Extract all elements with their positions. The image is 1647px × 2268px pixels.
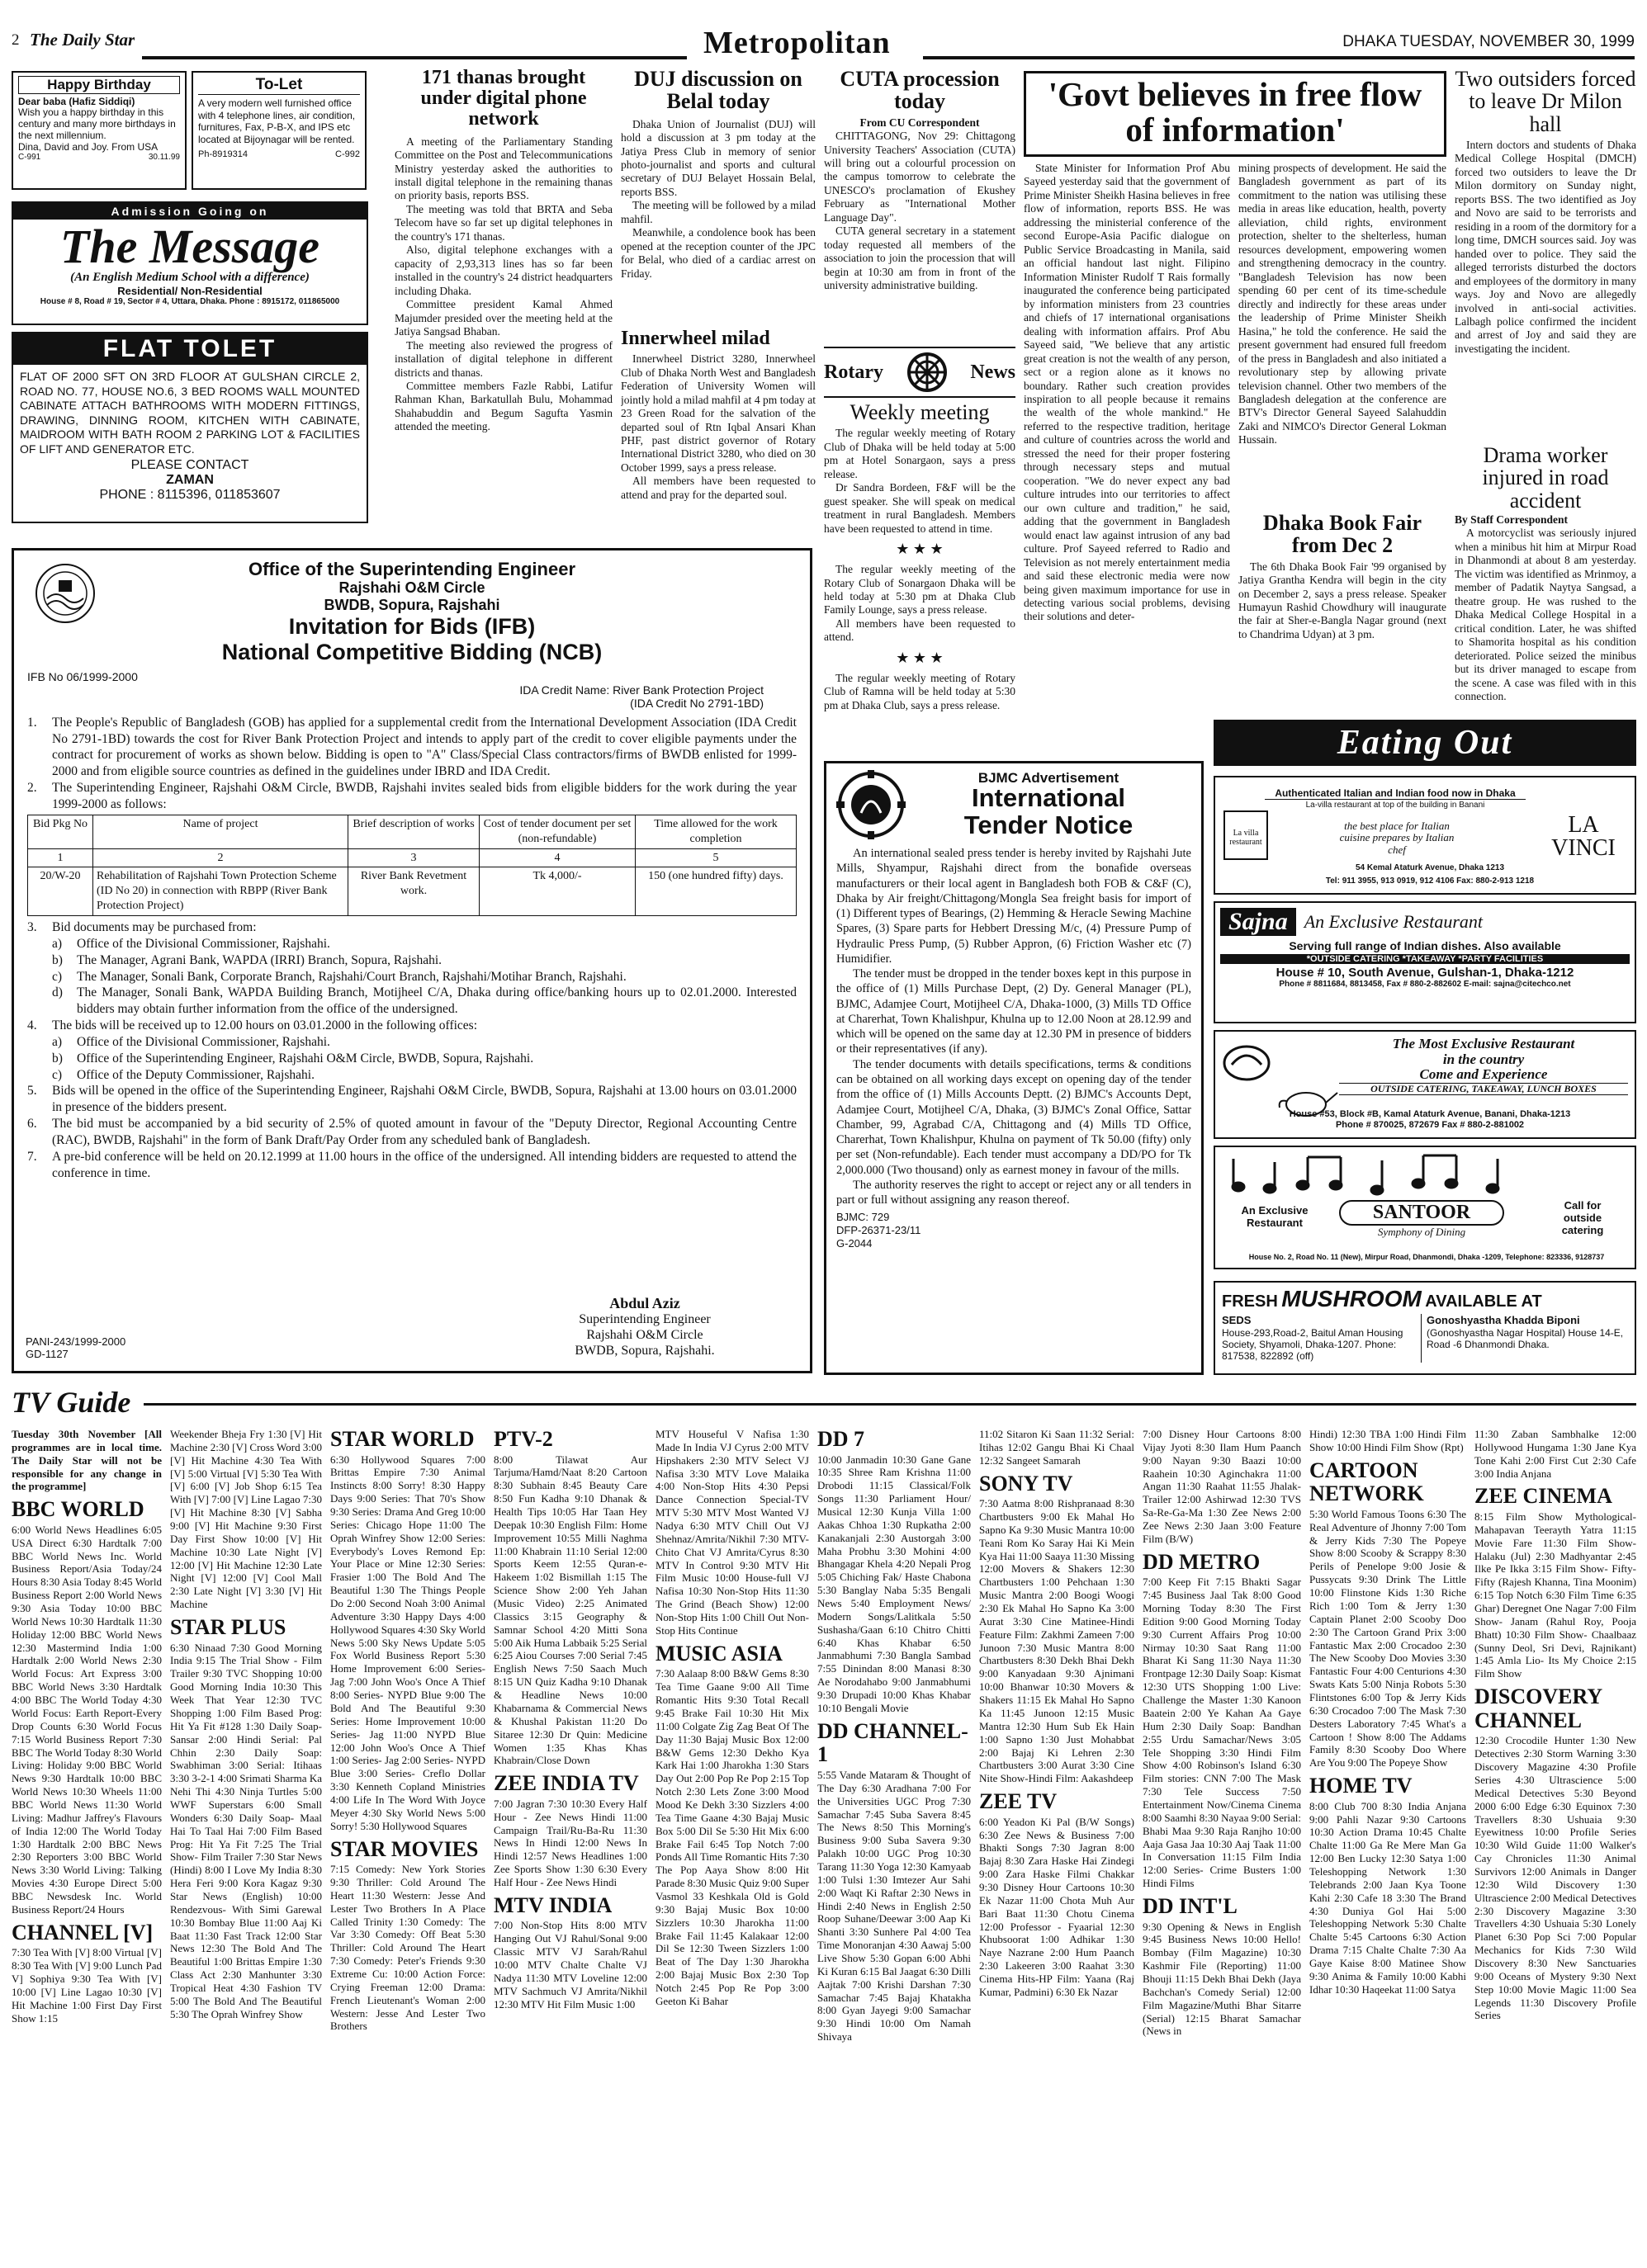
story-govt-col2 — [1238, 162, 1446, 517]
channel-title: ZEE TV — [979, 1789, 1058, 1814]
table-header: Bid Pkg No — [28, 815, 93, 848]
bjmc-ref: G-2044 — [836, 1236, 873, 1250]
ifb-sign-line: BWDB, Sopura, Rajshahi. — [575, 1344, 715, 1358]
ifb-place: BWDB, Sopura, Rajshahi — [324, 596, 500, 613]
message-type: Residential/ Non-Residential — [117, 285, 263, 297]
ifb-clause: Bid documents may be purchased from: — [52, 920, 257, 935]
channel-listing: 7:15 Comedy: New York Stories 9:30 Thriller: Cold Around The Heart 11:30 Western: Jesse And Lester Two Brothers In A Place Called Trinity 1:30 Comedy: The Var 3:30 Comedy: Off Beat 5:30 Thriller: Cold Around The Heart 7:30 Comedy: Peter's Friends 9:30 Extreme Cu: 10:00 Action Force: Crying Freeman 12:00 Drama: French Lieutenant's Woman 2:00 Western: Jesse And Lester Two Brothers — [330, 1863, 485, 2033]
channel-listing: Hindi) 12:30 TBA 1:00 Hindi Film Show 10:00 Hindi Film Show (Rpt) — [1309, 1428, 1466, 1453]
mushroom-left-name: SEDS — [1222, 1314, 1252, 1326]
channel-title: DISCOVERY CHANNEL — [1474, 1684, 1602, 1732]
table-cell: 4 — [480, 848, 636, 867]
ifb-ref: PANI-243/1999-2000 — [26, 1335, 126, 1348]
bjmc-title2: Tender Notice — [963, 810, 1133, 839]
shahjalal-line3: Come and Experience — [1419, 1066, 1548, 1083]
story-outsiders — [1455, 68, 1636, 439]
tv-col-5 — [655, 1428, 809, 2261]
headline: Innerwheel milad — [621, 328, 770, 349]
ifb-tender-ad: Office of the Superintending Engineer Rajshahi O&M Circle BWDB, Sopura, Rajshahi Invitation for Bids (IFB) National Competitive Bidding (NCB) IFB No 06/1999-2000 IDA Credit Name: River Bank Protection Project (IDA Credit No 2791-1BD) 1. The People's Republic of Bangladesh (GOB) has applied for a supplemental credit from the International Development Association (IDA Credit No 2791-1BD) towards the cost for River Bank Protection Project and intends to apply part of the credit to cover eligible payments under the contract for procurement of works as shown below. Bidding is open to "A" Class/Special Class contractors/firms of BWDB enlisted for 1999-2000 and from eligible source countries as defined in the guidelines under IBRD and IDA Credit. 2. The Superintending Engineer, Rajshahi O&M Circle, BWDB, Rajshahi invites sealed bids from eligible bidders for the work during the year 1999-2000 as follows: Bid Pkg No Name of project Brief description of works Cost of tender document per set (non-refundable) Time allowed for the work completion 1 2 3 4 5 20/W-20 Rehabilitation of Rajshahi Town Protection Scheme (ID No 20) in connection with RBPP (River Bank Protection Project) River Bank Revetment work. Tk 4,000/- 150 (one hundred fifty) days. 3. Bid documents may be purchased from: a) Office of the Divisional Commissioner, Rajshahi. b) The Manager, Agrani Bank, WAPDA (IRRI) Branch, Sopura, Rajshahi. c) The Manager, Sonali Bank, Corporate Branch, Rajshahi/Court Branch, Rajshahi/Motihar Branch, Rajshahi. d) The Manager, Sonali Bank, WAPDA Building Branch, Motijheel C/A, Dhaka during office/banking hours up to 02.01.2000. Interested bidders may obtain further information from the office of the undersigned. 4. The bids will be received up to 12.00 hours on 03.01.2000 in the following offices: a) Office of the Divisional Commissioner, Rajshahi. b) Office of the Superintending Engineer, Rajshahi O&M Circle, BWDB, Sopura, Rajshahi. c) Office of the Deputy Commissioner, Rajshahi. 5. Bids will be opened in the office of the Superintending Engineer, Rajshahi O&M Circle, BWDB, Sopura, Rajshahi at 13.00 hours on 03.01.2000 in presence of the bidders present. 6. The bid must be accompanied by a bid security of 2.5% of quoted amount in favour of the "Deputy Director, Regional Accounting Centre (RAC), BWDB, Rajshahi" in the form of Bank Draft/Pay Order from any scheduled bank of Bangladesh. 7. A pre-bid conference will be held on 20.12.1999 at 11.00 hours in the office of the undersigned. All intending bidders are requested to attend the conference in time. Abdul Aziz Superintending Engineer Rajshahi O&M Circle BWDB, Sopura, Rajshahi. PANI-243/1999-2000 GD-1127 — [12, 548, 812, 1373]
tolet-small-code: C-992 — [335, 149, 360, 159]
flat-tolet-contact: PLEASE CONTACT — [130, 458, 249, 472]
table-header: Time allowed for the work completion — [636, 815, 797, 848]
byline: From CU Correspondent — [859, 116, 980, 129]
tolet-small-title: To-Let — [198, 76, 360, 95]
ifb-signatory: Abdul Aziz — [609, 1295, 680, 1312]
paragraph: The meeting was told that BRTA and Seba Telecom have so far set up digital telephones in the country's 171 thanas. — [395, 202, 613, 243]
story-govt-headline-box — [1024, 71, 1446, 157]
lavilla-line2: La-villa restaurant at top of the building in Banani — [1305, 801, 1485, 810]
table-cell: 2 — [93, 848, 348, 867]
mushroom-title1: FRESH — [1222, 1292, 1278, 1311]
mushroom-title2: MUSHROOM — [1281, 1286, 1422, 1311]
eating-out-title: Eating Out — [1337, 724, 1513, 762]
tv-col-3 — [330, 1428, 485, 2261]
lavilla-line1: Authenticated Italian and Indian food now in Dhaka — [1265, 787, 1526, 800]
flat-tolet-ad — [12, 332, 368, 523]
message-sub: (An English Medium School with a difference) — [70, 271, 310, 284]
story-govt-col1 — [1024, 162, 1230, 756]
paragraph: Dr Sandra Bordeen, F&F will be the guest speaker. She will speak on medical treatment in rural Bangladesh. Members have been requested to attend in time. — [824, 481, 1015, 535]
story-thanas — [395, 68, 613, 538]
channel-listing: 6:30 Ninaad 7:30 Good Morning India 9:15 The Trial Show - Film Trailer 9:30 TVC Shopping 10:00 Good Morning India 10:30 This Week That Year 12:30 TVC Shopping 1:00 Film Based Prog: Hit Ya Fit #128 1:30 Daily Soap- Sansar 2:00 Hindi Serial: Pal Chhin 2:30 Daily Soap: Swabhiman 3:00 Serial: Itihaas 3:30 3-2-1 4:00 Srimati Sharma Ka Nehi Thi 4:30 Ninja Turtles 5:00 WWF Superstars 6:00 Small Wonders 6:30 Daily Soap- Maal Hai To Taal Hai 7:00 Film Based Prog: Hit Ya Fit 7:25 The Trial Show- Film Trailer 7:30 Star News (Hindi) 8:00 I Love My India 8:30 Hera Feri 9:00 Kora Kagaz 9:30 Star News (English) 10:00 Rendezvous- With Simi Garewal 10:30 Bombay Blue 11:00 Aaj Ki Baat 11:30 Fast Track 12:00 Star News 12:30 The Bold And The Beautiful 1:00 Brittas Empire 1:30 Class Act 2:30 Manhunter 3:30 Tropical Heat 4:30 Fashion TV 5:00 The Bold And The Beautiful 5:30 The Oprah Winfrey Show — [170, 1641, 322, 2020]
ifb-ida1: IDA Credit Name: River Bank Protection Project — [519, 683, 764, 697]
santoor-left: An Exclusive — [1241, 1205, 1309, 1217]
bjmc-top: BJMC Advertisement — [977, 769, 1119, 786]
santoor-addr: House No. 2, Road No. 11 (New), Mirpur Road, Dhanmondi, Dhaka -1209, Telephone: 823336, 9128737 — [1248, 1253, 1605, 1261]
table-cell: 20/W-20 — [28, 867, 93, 916]
ifb-sign-line: Rajshahi O&M Circle — [586, 1328, 703, 1343]
channel-title: ZEE CINEMA — [1474, 1484, 1612, 1509]
flat-tolet-phone: PHONE : 8115396, 011853607 — [99, 488, 281, 502]
shahjalal-addr: House #53, Block #B, Kamal Ataturk Avenue, Banani, Dhaka-1213 — [1289, 1109, 1571, 1119]
flat-tolet-title: FLAT TOLET — [13, 333, 367, 365]
tv-col-8 — [1143, 1428, 1301, 2261]
paragraph: Intern doctors and students of Dhaka Medical College Hospital (DMCH) forced two outsiders to leave the Dr Milon dormitory on Sunday night, reports BSS. The two identified as Joy and Novo are said to be terrorists and residing in a room of the dormitory for a long time, DMCH sources said. Joy was handed over to police. They said the alleged terrorists disturbed the doctors and employees of the dormitory in many ways. Joy and Novo are allegedly involved in anti-social activities. Lalbagh police confirmed the incident and arrest of Joy and said they are investigating the incident. — [1455, 138, 1636, 355]
story-innerwheel — [621, 328, 816, 543]
santoor-mid: Symphony of Dining — [1377, 1226, 1466, 1238]
tv-intro: Tuesday 30th November [All programmes are in local time. The Daily Star will not be responsible for any change in the programme] — [12, 1428, 162, 1493]
channel-title: ZEE INDIA TV — [494, 1771, 639, 1796]
channel-listing: 5:55 Vande Mataram & Thought of The Day 6:30 Aradhana 7:00 For the Universities UGC Prog 7:30 Samachar 7:45 Suba Savera 8:45 The News 8:50 This Morning's Business 9:00 Suba Savera 9:30 Palakh 10:00 UGC Prog 10:30 Tarang 11:30 Yoga 12:30 Kamyaab 1:00 Tulsi 1:30 Imtezer Aur Sahi 2:00 Waqt Ki Raftar 2:30 News in Hindi 2:40 News in English 2:50 Roop Suhane/Deewar 3:00 Aap Ki Shanti 3:30 Sunhere Pal 4:00 Tea Time Monoranjan 4:30 Aawaj 5:00 Live Show 5:30 Gopan 6:00 Abhi Ki Kuran 6:15 Bal Jaagat 6:30 Dilli Aajtak 7:00 Krishi Darshan 7:30 Samachar 7:45 Bajaj Khatakha 8:00 Gyan Jayegi 9:00 Samachar 9:30 Hindi 10:00 Om Namah Shivaya — [817, 1768, 971, 2044]
tv-guide-title-text: TV Guide — [12, 1386, 131, 1419]
sajna-line2: *OUTSIDE CATERING *TAKEAWAY *PARTY FACILITIES — [1220, 954, 1630, 964]
paragraph: CUTA general secretary in a statement today requested all members of the association to join the procession that will begin at 10:30 am from in front of the university administrative building. — [824, 224, 1015, 292]
ifb-subclause: The Manager, Sonali Bank, Corporate Branch, Rajshahi/Court Branch, Rajshahi/Motihar Branch, Rajshahi. — [77, 969, 627, 984]
paragraph: The tender must be dropped in the tender boxes kept in this purpose in the office of (1) Mills Purchase Dept, (2) Dy. General Manager (PL), BJMC, Adamjee Court, Motijheel C/A, Dhaka-1000, (3) Mills TD Office at Charerhat, Town Khalishpur, Khulna up to 12.00 Noon at 28.12.99 and which will be opened on the same day at 12.30 PM in presence of bidders or their representatives (if any). — [836, 967, 1191, 1056]
story-book-fair — [1238, 512, 1446, 714]
table-cell: 1 — [28, 848, 93, 867]
santoor-left: Restaurant — [1247, 1216, 1303, 1229]
headline: Drama worker injured in road accident — [1482, 444, 1609, 513]
headline: DUJ discussion on Belal today — [634, 68, 802, 114]
channel-listing: 7:00 Non-Stop Hits 8:00 MTV Hanging Out VJ Rahul/Sonal 9:00 Classic MTV VJ Sarah/Rahul 10:00 MTV Chalte Chalte VJ Nadya 11:30 MTV Loveline 12:00 MTV Sachmuch VJ Amrita/Nikhil 12:30 MTV Hit Film Music 1:00 — [494, 1919, 647, 2010]
channel-title: CHANNEL [V] — [12, 1920, 154, 1944]
mushroom-title3: AVAILABLE AT — [1425, 1292, 1542, 1311]
message-top: Admission Going on — [13, 203, 367, 220]
mushroom-right-addr: (Gonoshyastha Nagar Hospital) House 14-E, Road -6 Dhanmondi Dhaka. — [1427, 1326, 1624, 1350]
section-title: Metropolitan — [703, 30, 891, 59]
channel-listing: 11:02 Sitaron Ki Saan 11:32 Serial: Itihas 12:02 Gangu Bhai Ki Chaal 12:32 Sangeet Samarah — [979, 1428, 1134, 1467]
tolet-small-phone: Ph-8919314 — [198, 149, 248, 159]
shahjalal-line1: The Most Exclusive Restaurant — [1392, 1037, 1575, 1051]
channel-title: MUSIC ASIA — [655, 1641, 783, 1666]
ifb-subclause: The Manager, Agrani Bank, WAPDA (IRRI) Branch, Sopura, Rajshahi. — [77, 952, 443, 967]
tolet-small-text: A very modern well furnished office with 4 telephone lines, air condition, furnitures, Fax, P-B-X, and IPS etc located at Bijoynagar will be rented. — [198, 97, 356, 145]
paragraph: The 6th Dhaka Book Fair '99 organised by Jatiya Grantha Kendra will begin in the city on December 2, says a press release. Speaker Humayun Rashid Chowdhury will inaugurate the fair at Sher-e-Bangla Nagar ground (next to Chandrima Udyan) at 3 pm. — [1238, 560, 1446, 640]
ifb-clause: The bid must be accompanied by a bid security of 2.5% of quoted amount in favour of the "Deputy Director, Regional Accounting Centre (RAC), BWDB, Rajshahi" in the form of Bank Draft/Pay Order from any scheduled bank of Bangladesh. — [52, 1117, 797, 1147]
ifb-clause: The Superintending Engineer, Rajshahi O&M Circle, BWDB, Rajshahi invites sealed bids from eligible bidders for the work during the year 1999-2000 as follows: — [52, 781, 797, 811]
santoor-musical-notes-icon — [1225, 1152, 1539, 1198]
santoor-ad — [1214, 1146, 1636, 1269]
shahjalal-line2: in the country — [1442, 1051, 1525, 1067]
story-drama-worker — [1455, 444, 1636, 716]
channel-title: DD INT'L — [1143, 1893, 1238, 1918]
paragraph: Also, digital telephone exchanges with a capacity of 2,93,313 lines has so far been installed in the country's 24 district headquarters including Dhaka. — [395, 243, 613, 297]
channel-listing: 12:30 Crocodile Hunter 1:30 New Detectives 2:30 Storm Warning 3:30 Discovery Magazine 4:30 Profile Series 4:30 Ultrascience 5:00 Medical Detectives 5:30 Beyond 2000 6:00 Edge 6:30 Equinox 7:30 Travellers 8:30 Ushuaia 9:30 Eyewitness 10:00 Profile Series 10:30 Wild Guide 11:00 Walker's Cay Chronicles 11:30 Animal Survivors 12:00 Animals in Danger 12:30 Wild Discovery 1:30 Ultrascience 2:00 Medical Detectives 2:30 Discovery Magazine 3:30 Travellers 4:30 Ushuaia 5:30 Lonely Planet 6:30 Pop Sci 7:00 Popular Mechanics for Kids 7:30 Wild Discovery 8:30 New Sanctuaries 9:00 Oceans of Mystery 9:30 Next Step 10:00 Movie Magic 11:00 Sea Legends 11:30 Discovery Profile Series — [1474, 1734, 1636, 2022]
paragraph: Dhaka Union of Journalist (DUJ) will hold a discussion at 3 pm today at the Jatiya Press Club in memory of senior photo-journalist and sports and cultural secretary of DUJ Belayet Hossain Belal, reports BSS. — [621, 117, 816, 198]
channel-listing: 8:15 Film Show Mythological- Mahapavan Teerayth Yatra 11:15 Movie Fare 11:30 Film Show- Halaku (Jul) 2:30 Madhyantar 2:45 Ilke Pe Ikka 3:15 Film Show- Fifty-Fifty (Rajesh Khanna, Tina Moonim) 6:15 Top Notch 6:30 Film Time 6:35 Ghar) Deregnet One Nagar 7:00 Film Show- Janam (Rahul Roy, Pooja Bhatt) 10:30 Film Show- Chaalbaaz (Sunny Deol, Sri Devi, Rajnikant) 1:45 Amla Lio- Its My Choice 2:15 Film Show — [1474, 1510, 1636, 1680]
birthday-title: Happy Birthday — [18, 76, 180, 94]
ifb-subclause: Office of the Deputy Commissioner, Rajshahi. — [77, 1067, 315, 1082]
ifb-subclause: The Manager, Sonali Bank, WAPDA Building Branch, Motijheel C/A, Dhaka during office/banking hours up to 02.01.2000. Interested bidders may obtain further information from the office of the undersigned. — [77, 985, 797, 1017]
table-cell: Rehabilitation of Rajshahi Town Protection Scheme (ID No 20) in connection with RBPP (River Bank Protection Project) — [93, 867, 348, 916]
tolet-small-ad — [192, 71, 367, 190]
lavilla-right: LA VINCI — [1551, 814, 1616, 860]
paragraph: Committee president Kamal Ahmed Majumder presided over the meeting held at the Jatiya Sangsad Bhaban. — [395, 298, 613, 338]
ifb-clause: The bids will be received up to 12.00 hours on 03.01.2000 in the following offices: — [52, 1018, 478, 1033]
table-cell: 3 — [348, 848, 480, 867]
ifb-circle: Rajshahi O&M Circle — [338, 579, 485, 597]
flat-tolet-contact-name: ZAMAN — [166, 473, 214, 487]
santoor-right: outside — [1563, 1211, 1602, 1224]
channel-title: PTV-2 — [494, 1428, 553, 1451]
message-address: House # 8, Road # 19, Sector # 4, Uttara, Dhaka. Phone : 8915172, 011865000 — [40, 297, 340, 306]
tv-col-2 — [170, 1428, 322, 2261]
paragraph: CHITTAGONG, Nov 29: Chittagong University Teachers' Association (CUTA) will bring out a colourful procession on the campus tomorrow to celebrate the UNESCO's proclamation of Ekushey February as "International Mother Language Day". — [824, 130, 1015, 224]
headline: CUTA procession today — [840, 68, 1000, 114]
paragraph: Innerwheel District 3280, Innerwheel Club of Dhaka North West and Bangladesh Federation of University Women will jointly hold a milad mahfil at 4 pm today at 23 Green Road for the salvation of the departed soul of Rtn Iqbal Ansari Khan PHF, past district governor of Rotary International District 3280, who died on 30 October 1999, says a press release. — [621, 352, 816, 474]
bjmc-tender-ad — [824, 761, 1204, 1375]
channel-title: STAR MOVIES — [330, 1836, 479, 1861]
ifb-title2: National Competitive Bidding (NCB) — [221, 639, 603, 664]
paragraph: The tender documents with details specifications, terms & conditions can be obtained on all working days except on opening day of the tender from the office of (1) Mills Accounts Deptt. (2) BJMC's Accounts Dept, Adamjee Court, Motijheel C/A, Dhaka, (3) BJMC's Zonal Office, Sattar Chamber, 99, Agrabad C/A, Chittagong and (4) Mills TD Office, Charerhat, Town Khalishpur, Khulna on payment of Tk 50.00 (fifty) only per set (Non-refundable). Each tender must accompany a DD/PO for Tk 2,000.000 (Two thousand) only as earnest money in favour of the mills. — [836, 1057, 1191, 1177]
channel-listing: 7:30 Aalaap 8:00 B&W Gems 8:30 Tea Time Gaane 9:00 All Time Romantic Hits 9:30 Total Recall 9:45 Brake Fail 10:30 Hit Mix 11:00 Colgate Zig Zag Beat Of The Day 11:30 Bajaj Music Box 12:00 B&W Gems 12:30 Dekho Kya Kark Hai 1:00 Jharokha 1:30 Stars Day Out 2:00 Pop Re Pop 2:15 Top Notch 2:30 Lets Zone 3:00 Mood Mood Ke Dekh 3:30 Sizzlers 4:00 Tea Time Gaane 4:30 Bajaj Music Box 5:00 Dil Se 5:30 Hit Mix 6:00 Brake Fail 6:45 Top Notch 7:00 Ponds All Time Romantic Hits 7:30 The Pop Aaya Show 8:00 Hit Parade 8:30 Music Quiz 9:00 Super Vasmol 33 Keshkala Old is Gold 9:30 Bajaj Music Box 10:00 Sizzlers 10:30 Jharokha 11:00 Brake Fail 11:45 Kalakaar 12:00 Dil Se 12:30 Tween Sizzlers 1:00 Beat of The Day 1:30 Jharokha 2:00 Bajaj Music Box 2:30 Top Notch 2:45 Pop Re Pop 3:00 Geeton Ki Bahar — [655, 1667, 809, 2007]
birthday-ad — [12, 71, 187, 190]
shahjalal-ad — [1214, 1030, 1636, 1139]
sajna-line1: Serving full range of Indian dishes. Also available — [1289, 939, 1561, 952]
headline: Dhaka Book Fair from Dec 2 — [1262, 512, 1422, 558]
paragraph: The regular weekly meeting of Rotary Club of Dhaka will be held today at 5:00 pm at Hotel Sonargaon, says a press release. — [824, 427, 1015, 480]
tv-col-1 — [12, 1428, 162, 2261]
paragraph: The authority reserves the right to accept or reject any or all tenders in part or full without assigning any reason thereof. — [836, 1178, 1191, 1207]
page-number: 2 — [12, 31, 20, 49]
headline: 'Govt believes in free flow of information' — [1048, 75, 1422, 149]
birthday-from: Dina, David and Joy. From USA — [18, 141, 159, 154]
channel-listing: 7:30 Tea With [V] 8:00 Virtual [V] 8:30 Tea With [V] 9:00 Lunch Pad V] Sophiya 9:30 Tea With [V] 10:00 [V] Line Lagao 10:30 [V] Hit Machine 1:00 First Day First Show 1:15 — [12, 1946, 162, 2025]
sajna-name: Sajna — [1220, 908, 1296, 936]
paragraph: Meanwhile, a condolence book has been opened at the reception counter of the JPC for Belal, who died of a cardiac arrest on Friday. — [621, 226, 816, 280]
table-cell: 5 — [636, 848, 797, 867]
channel-listing: 7:30 Aatma 8:00 Rishpranaad 8:30 Chartbusters 9:00 Ek Mahal Ho Sapno Ka 9:30 Music Mantra 10:00 Teani Rom Ko Saray Hai Ki Mein Kya Hai 11:00 Saaya 11:30 Missing 12:00 Movers & Shakers 12:30 Chartbusters 1:00 Pehchaan 1:30 Music Mantra 2:00 Boogi Woogi 2:30 Ek Mahal Ho Sapno Ka 3:00 Aurat 3:30 Cine Matinee-Hindi Feature Film: Zakhmi Zameen 7:00 Junoon 7:30 Music Mantra 8:00 Chartbusters 8:30 Dekh Bhai Dekh 9:00 Kanyadaan 9:30 Ajnimani 10:00 Bhanwar 10:30 Movers & Shakers 11:15 Ek Mahal Ho Sapno Ka 11:45 Junoon 12:15 Music Mantra 12:30 Hum Sub Ek Hain 1:00 Sapno 1:30 Just Mohabbat 2:00 Bajaj Ki Lehren 2:30 Chartbusters 3:00 Aurat 3:30 Cine Nite Show-Hindi Film: Aakashdeep — [979, 1497, 1134, 1785]
channel-listing: MTV Houseful V Nafisa 1:30 Made In India VJ Cyrus 2:00 MTV Hipshakers 2:30 MTV Select VJ Nafisa 3:30 MTV Love Malaika 4:00 Non-Stop Hits 4:30 Pepsi Dance Connection Special-TV MTV 5:30 MTV Most Wanted VJ Nadya 6:30 MTV Chill Out VJ Shehnaz/Amrita/Nikhil 7:30 MTV- Chito Chat VJ Amrita/Cyrus 8:30 MTV In Control 9:30 MTV Hit Film Music 10:00 House-full VJ Nafisa 10:30 Non-Stop Hits 11:30 The Grind (Beach Show) 12:00 Non-Stop Hits 1:00 Chill Out Non-Stop Hits Continue — [655, 1428, 809, 1637]
lavilla-mid: the best place for Italian cuisine prepares by Italian chef — [1339, 820, 1455, 856]
paragraph: The regular weekly meeting of the Rotary Club of Sonargaon Dhaka will be held today at 5:30 pm at Dhaka Club Family Lounge, says a press release. — [824, 563, 1015, 617]
santoor-name: SANTOOR — [1339, 1200, 1504, 1226]
channel-listing: 6:00 World News Headlines 6:05 USA Direct 6:30 Hardtalk 7:00 BBC World News Inc. World Business Report/Asia Today/24 Hours 8:30 Asia Today 8:45 World Business Report 2:00 World News 9:30 Asia Today 10:00 BBC World News 10:30 Hardtalk 11:30 Holiday 12:00 BBC World News 12:30 Mastermind India 1:00 Hardtalk 2:00 World News 2:30 World Focus: Art Express 3:00 BBC World News 3:30 Hardtalk 4:00 BBC The World Today 4:30 World Focus: Earth Report-Every Drop Counts 6:30 World Focus 7:15 World Business Report 7:30 BBC The World Today 8:30 World Living: Holiday 9:00 BBC World News 9:30 Hardtalk 10:00 BBC World News 10:30 Wheels 11:00 BBC World News 11:30 World Living: Madhur Jaffrey's Flavours of India 12:00 The World Today 1:30 Hardtalk 2:00 BBC News 2:30 Reporters 3:00 BBC World News 3:30 World Living: Talking Movies 4:30 Europe Direct 5:00 BBC Newsdesk Inc. World Business Report/24 Hours — [12, 1523, 162, 1916]
channel-listing: 10:00 Janmadin 10:30 Gane Gane 10:35 Shree Ram Krishna 11:00 Drobodi 11:15 Classical/Folk Songs 11:30 Parliament Hour/ Musical 12:30 Kunja Villa 1:00 Aakas Chhoa 1:30 Rupkatha 2:00 Kanakanjali 2:30 Austorgah 3:00 Maha Probhu 3:30 Mohini 4:00 Bhangagar Khela 4:20 Nepali Prog 5:05 Chiching Fak/ Haste Chabona 5:30 Banglay Naba 5:35 Bengali News 5:40 Employment News/ Modern Songs/Lalitkala 5:50 Sushasha/Gaan 6:10 Chitro Chitti 6:40 Khas Khabar 6:50 Janmabhumi 7:30 Bangla Sambad 7:55 Dinindan 8:00 Manasi 8:30 Ae Norodahabo 9:00 Janmabhumi 9:30 Drupadi 10:00 Khas Khabar 10:10 Bengali Movie — [817, 1453, 971, 1714]
tv-guide-title — [12, 1385, 144, 1426]
ifb-ida2: (IDA Credit No 2791-1BD) — [630, 696, 764, 710]
tv-col-10 — [1474, 1428, 1636, 2261]
sajna-tag: An Exclusive Restaurant — [1304, 911, 1483, 932]
bjmc-ref: DFP-26371-23/11 — [836, 1223, 921, 1236]
channel-title: DD 7 — [817, 1428, 865, 1451]
channel-listing: 6:30 Hollywood Squares 7:00 Brittas Empire 7:30 Animal Instincts 8:00 Sorry! 8:30 Happy Days 9:00 Series: That 70's Show 9:30 Series: Drama And Greg 10:00 Series: Chicago Hope 11:00 The Oprah Winfrey Show 12:00 Series: Everybody's Loves Remond Ep: Your Place or Mine 12:30 Series: Frasier 1:00 The Bold And The Beautiful 1:30 The Things People Do 2:00 Second Noah 3:00 Animal Adventure 3:30 Happy Days 4:00 Hollywood Squares 4:30 Sky World News 5:00 Sky News Update 5:05 Fox World Business Report 5:30 Home Improvement 6:00 Series- Jag 7:00 John Woo's Once A Thief 8:00 Series- NYPD Blue 9:00 The Bold And The Beautiful 9:30 Series: Home Improvement 10:00 Series- Jag 11:00 NYPD Blue 12:00 John Woo's Once A Thief 1:00 Series- Jag 2:00 Series- NYPD Blue 3:00 Series- Creflo Dollar 3:30 Kenneth Copland Ministries 4:00 Life In The Word With Joyce Meyer 4:30 Sky World News 5:00 Sorry! 5:30 Hollywood Squares — [330, 1453, 485, 1832]
paragraph: The regular weekly meeting of Rotary Club of Ramna will be held today at 5:30 pm at Dhaka Club, says a press release. — [824, 671, 1015, 711]
star-divider: ★ ★ ★ — [896, 649, 944, 666]
bwdb-logo-icon — [34, 562, 97, 625]
paragraph: State Minister for Information Prof Abu Sayeed yesterday said that the government of Prime Minister Sheikh Hasina believes in free flow of information, reports BSS. He was addressing the ministerial conference of the second Europe-Asia Pacific dialogue on Public Service Broadcasting in Manila, said an official handout last night. Filipino Information Minister Rudolf T Rais formally inaugurated the conference being participated by information ministers from 23 countries and chiefs of 17 international organisations dealing with information affairs. Prof Abu Sayeed said, "We believe that any artistic great creation is not the wealth of any person, sect or a region alone as it knows no boundary. Rather such creation provides inspiration to all people because it remains the wealth of the whole mankind." He referred to the respective tradition, heritage and culture of countries across the world and stressed the need for their proper fostering through necessary steps and mutual cooperation. "We do never expect any bad culture intrudes into our territories to affect our own culture and tradition," he said, adding that the government in Bangladesh would enact law against intrusion of any bad culture. Prof Sayeed referred to Radio and Television as not merely entertainment media and said these electronic media were now being given maximum importance for use in detecting various social problems, devising their solutions and deter- — [1024, 162, 1230, 623]
flat-tolet-text: FLAT OF 2000 SFT ON 3RD FLOOR AT GULSHAN CIRCLE 2, ROAD NO. 77, HOUSE NO.6, 3 BED ROOMS WALL MOUNTED CABINATE ATTACH BATHROOMS WITH MODERN FITTINGS, DRAWING, DINNING ROOM, KITCHEN WITH CABINATE, MAIDROOM WITH BATH ROOM 2 PARKING LOT & FACILITIES OF LIFT AND GENERATOR ETC. — [20, 370, 360, 456]
paragraph: The meeting also reviewed the progress of installation of digital telephone in different districts and thanas. — [395, 338, 613, 379]
channel-title: MTV INDIA — [494, 1892, 613, 1917]
table-header: Brief description of works — [348, 815, 480, 848]
tv-col-6 — [817, 1428, 971, 2261]
birthday-text: Wish you a happy birthday in this century and many more birthdays in the next millennium. — [18, 106, 176, 141]
message-school-ad — [12, 201, 368, 325]
bjmc-ref: BJMC: 729 — [836, 1211, 890, 1224]
shahjalal-line4: OUTSIDE CATERING, TAKEAWAY, LUNCH BOXES — [1339, 1083, 1628, 1095]
ifb-subclause: Office of the Superintending Engineer, Rajshahi O&M Circle, BWDB, Sopura, Rajshahi. — [77, 1051, 534, 1065]
tv-col-4 — [494, 1428, 647, 2261]
masthead-rule-right — [923, 56, 1635, 59]
channel-listing: 7:00 Disney Hour Cartoons 8:00 Vijay Jyoti 8:30 Ilam Hum Paanch 9:00 Nayan 9:30 Baazi 10:00 Raahein 10:30 Aginchakra 11:00 Angan 11:30 Raahat 11:55 Jhalak-Trailer 12:00 Ashirwad 12:30 TVS Sa-Re-Ga-Ma 1:30 Zee News 2:00 Zee News 2:30 Jaan 3:00 Feature Film (B/W) — [1143, 1428, 1301, 1545]
channel-title: SONY TV — [979, 1471, 1073, 1495]
table-cell: Tk 4,000/- — [480, 867, 636, 916]
restaurant-logo-icon — [1222, 1038, 1271, 1088]
ifb-clause: A pre-bid conference will be held on 20.12.1999 at 11.00 hours in the office of the undersigned. All intending bidders are requested to attend the conference in time. — [52, 1149, 797, 1180]
channel-title: DD CHANNEL-1 — [817, 1718, 968, 1767]
rotary-right: News — [970, 361, 1015, 383]
table-cell: 150 (one hundred fifty) days. — [636, 867, 797, 916]
lavilla-left: La villa restaurant — [1223, 810, 1268, 860]
dateline: DHAKA TUESDAY, NOVEMBER 30, 1999 — [1342, 33, 1635, 50]
paragraph: All members have been requested to attend and pray for the departed soul. — [621, 475, 816, 501]
table-cell: River Bank Revetment work. — [348, 867, 480, 916]
star-divider: ★ ★ ★ — [896, 541, 944, 558]
paragraph: A meeting of the Parliamentary Standing Committee on the Post and Telecommunications Ministry yesterday asked the authorities to install digital telephone in the remaining thanas on priority basis, reports BSS. — [395, 135, 613, 202]
rotary-news — [824, 347, 1015, 755]
mushroom-left-addr: House-293,Road-2, Baitul Aman Housing Society, Shyamoli, Dhaka-1207. Phone: 817538, 822892 (off) — [1222, 1326, 1403, 1363]
mushroom-ad — [1214, 1281, 1636, 1375]
paper-name: The Daily Star — [30, 30, 135, 50]
bjmc-logo-icon — [836, 770, 906, 839]
channel-title: BBC WORLD — [12, 1497, 144, 1522]
paragraph: An international sealed press tender is hereby invited by Rajshahi Jute Mills, Shyampur, Rajshahi direct from the bonafide overseas manufacturers or their local agent in Bangladesh both FOB & C&F (C), Dhaka by Air freight/Chittagong/Mongla Sea freight basis for import of (1) Different types of Bearings, (2) Hemming & Heracle Sewing Machine Spares, (3) Spare parts for Hebbert Dressing M/c, (4) Pressure Pump of Hydraulic Press Pump, (5) Rubber Appron, (6) Friction Washer etc (7) Humidifier. — [836, 847, 1191, 966]
birthday-code: C-991 — [18, 153, 41, 163]
channel-listing: Weekender Bheja Fry 1:30 [V] Hit Machine 2:30 [V] Cross Word 3:00 [V] Hit Machine 4:30 Tea With [V] 5:00 Virtual [V] 5:30 Tea With [V] 6:00 [V] Job Shop 6:15 Tea With [V] 7:00 [V] Line Lagao 7:30 [V] Hit Machine 8:30 [V] Sabha 9:00 [V] Hit Machine 9:30 First Day First Show 10:00 [V] Hit Machine 10:30 Late Night [V] 12:00 [V] Hit Machine 12:30 Late Night [V] 12:00 [V] Cool Mall 2:30 Late Night [V] 3:30 [V] Hit Machine — [170, 1428, 322, 1611]
ifb-clause: Bids will be opened in the office of the Superintending Engineer, Rajshahi O&M Circle, BWDB, Sopura, Rajshahi at 13.00 hours on 03.01.2000 in presence of the bidders present. — [52, 1084, 797, 1115]
masthead — [12, 30, 1635, 59]
lavilla-phone: Tel: 911 3955, 913 0919, 912 4106 Fax: 880-2-913 1218 — [1325, 876, 1535, 886]
ifb-sign-line: Superintending Engineer — [579, 1312, 711, 1327]
ifb-title1: Invitation for Bids (IFB) — [288, 613, 536, 639]
channel-listing: 7:00 Keep Fit 7:15 Bhakti Sagar 7:45 Business Jaal Tak 8:00 Good Morning Today 8:30 The First Edition 9:00 Good Morning Today 9:30 Current Affairs Prog 10:00 Nirmay 10:30 Saat Rang 11:00 Bharat Ki Sang 11:30 Naya 11:30 Frontpage 12:30 Daily Soap: Kismat 12:30 UTS Shopping 1:00 Live: Challenge the Master 1:30 Kanoon Baatein 2:00 Ye Kahan Aa Gaye Hum 2:30 Daily Soap: Bandhan 2:55 Urdu Samachar/News 3:05 Tele Shopping 3:30 Hindi Film Show 4:00 Robinson's Island 6:30 Film stories: CNN 7:00 The Mask 7:30 Tele Success 7:50 Entertainment Now/Cinema Cinema 8:00 Saamhi 8:30 Nayaa 9:00 Serial: Bhabi Maa 9:30 Raja Ranjho 10:00 Aaja Gasa Jaa 10:30 Aaj Taak 11:00 In Conversation 11:15 Film India 12:00 Series- Crime Busters 1:00 Hindi Films — [1143, 1576, 1301, 1890]
rotary-wheel-icon — [906, 352, 948, 393]
santoor-right: Call for — [1564, 1200, 1602, 1212]
paragraph: mining prospects of development. He said the Bangladesh government as part of its commitment to the nation was utilising these media in areas like education, health, poverty alleviation, child rights, environment protection, shelter to the shelterless, human resources development, empowering women and strengthening democracy in the country. "Bangladesh Television has now been spending 60 per cent of its time-schedule directly and indirectly for these areas under the leadership of Prime Minister Sheikh Hasina," he told the conference. He said the present government had ensured full freedom of the press in Bangladesh and also initiated a revolutionary step by allowing private television channel. Other two members of the Bangladesh delegation at the conference are BTV's Director General Sayeed Salahuddin Zaki and NIMCO's Director General Lokman Hussain. — [1238, 162, 1446, 447]
sajna-phone: Phone # 8811684, 8813458, Fax # 880-2-882602 E-mail: sajna@citechco.net — [1279, 980, 1571, 989]
lavilla-ad — [1214, 776, 1636, 895]
table-row — [28, 867, 797, 916]
rotary-left: Rotary — [824, 361, 883, 383]
ifb-subclause: Office of the Divisional Commissioner, Rajshahi. — [77, 1034, 330, 1049]
tv-guide-rule — [12, 1403, 1636, 1406]
byline: By Staff Correspondent — [1455, 513, 1569, 526]
tv-col-7 — [979, 1428, 1134, 2261]
channel-listing: 11:30 Zaban Sambhalke 12:00 Hollywood Hungama 1:30 Jane Kya Tone Kahi 2:00 First Cut 2:30 Cafe 3:00 India Anjana — [1474, 1428, 1636, 1480]
table-header: Name of project — [93, 815, 348, 848]
channel-listing: 5:30 World Famous Toons 6:30 The Real Adventure of Jhonny 7:00 Tom & Jerry Kids 7:30 The Popeye Show 8:00 Scooby & Scrappy 8:30 Perils of Penelope 9:00 Josie & Pussycats 9:30 Drink The Little 10:00 Flinstone Kids 1:30 Riche Rich 1:00 Tom & Jerry 1:30 Captain Planet 2:00 Scooby Doo 2:30 The Cartoon Grand Prix 3:00 Fantastic Max 2:00 Crocadoo 2:30 The New Scooby Doo Movies 3:30 Fantastic Four 4:00 Centurions 4:30 Swats Kats 5:00 Ninja Robots 5:30 Flintstones 6:00 Top & Jerry Kids 6:30 Crocadoo 7:00 The Mask 7:30 Desters Laboratory 7:45 What's a Cartoon ! Show 8:00 The Addams Family 8:30 Scooby Doo Where Are You 9:00 The Popeye Show — [1309, 1507, 1466, 1770]
masthead-rule-left — [142, 56, 687, 59]
table-header: Cost of tender document per set (non-refundable) — [480, 815, 636, 848]
channel-title: STAR PLUS — [170, 1615, 286, 1640]
paragraph: A motorcyclist was seriously injured when a minibus hit him at Mirpur Road in Dhanmondi at about 8 am yesterday. The victim was identified as Mrinmoy, a member of Padatik Naytya Sangsad, a theatre group. He was rushed to the Dhaka Medical College Hospital in a critical condition. Later, he was shifted to Shamorita hospital as his condition deteriorated. Police seized the minibus but its driver managed to escape from the scene. A case was filed with in this connection. — [1455, 527, 1636, 702]
channel-listing: 9:30 Opening & News in English 9:45 Business News 10:00 Hello! Bombay (Film Magazine) 10:30 Kashmir File (Reporting) 11:00 Bhouji 11:15 Dekh Bhai Dekh (Jaya Bachchan's Comedy Serial) 12:00 Film Magazine/Muthi Bhar Sitarre (Serial) 12:15 Bharat Samachar (News in — [1143, 1920, 1301, 2038]
paragraph: All members have been requested to attend. — [824, 617, 1015, 644]
ifb-number: IFB No 06/1999-2000 — [27, 669, 138, 683]
headline: Two outsiders forced to leave Dr Milon hall — [1455, 68, 1636, 136]
lavilla-addr: 54 Kemal Ataturk Avenue, Dhaka 1213 — [1355, 863, 1505, 872]
mushroom-right-name: Gonoshyastha Khadda Biponi — [1427, 1314, 1580, 1326]
birthday-name: Dear baba (Hafiz Siddiqi) — [18, 96, 135, 107]
story-cuta — [824, 68, 1015, 340]
channel-listing: 7:00 Jagran 7:30 10:30 Every Half Hour - Zee News Hindi 11:00 Campaign Trail/Ru-Ba-Ru 11:30 News In Hindi 12:00 News In Hindi 12:57 News Headlines 1:00 Zee Sports Show 1:30 6:30 Every Half Hour - Zee News Hindi — [494, 1797, 647, 1888]
channel-title: DD METRO — [1143, 1549, 1261, 1574]
sajna-ad — [1214, 901, 1636, 1023]
ifb-office: Office of the Superintending Engineer — [248, 559, 576, 579]
eating-out-banner — [1214, 720, 1636, 766]
story-duj — [621, 68, 816, 357]
paragraph: The meeting will be followed by a milad mahfil. — [621, 199, 816, 225]
shahjalal-phone: Phone # 870025, 872679 Fax # 880-2-881002 — [1335, 1120, 1525, 1131]
ifb-subclause: Office of the Divisional Commissioner, Rajshahi. — [77, 937, 330, 951]
channel-title: STAR WORLD — [330, 1428, 475, 1451]
birthday-date: 30.11.99 — [148, 153, 180, 163]
channel-listing: 8:00 Club 700 8:30 India Anjana 9:00 Pahli Nazar 9:30 Cartoons 10:30 Action Drama 10:45 Chalte Chalte 11:00 Ga Re Mere Man Ga 12:00 Ben Lucky 12:30 Satya 1:00 Teleshopping Network 1:30 Telebrands 2:00 Jaan Kya Toone Kahi 2:30 Cafe 18 3:30 The Brand 4:30 Duniya Gol Hai 5:00 Teleshopping Network 5:30 Chalte Chalte 5:45 Cartoons 6:30 Action Drama 7:15 Chalte Chalte 7:30 Aa Gaye Kaise 8:00 Matinee Show 9:30 Anima & Family 10:00 Kabhi Idhar 10:30 Haqeekat 11:00 Satya — [1309, 1799, 1466, 1996]
tv-col-9 — [1309, 1428, 1466, 2261]
headline: Weekly meeting — [850, 400, 990, 424]
channel-listing: 8:00 Tilawat Aur Tarjuma/Hamd/Naat 8:20 Cartoon 8:30 Subhain 8:45 Beauty Care 8:50 Fun Kadha 9:10 Dhanak & Health Tips 10:05 Har Taan Hey Deepak 10:30 English Film: Home Improvement 10:55 Milli Naghma 11:00 Khabrain 11:10 Serial 12:00 Sports Keem 12:55 Quran-e-Hakeem 1:02 Bismillah 1:15 The Science Show 2:00 Yeh Jahan (Music Video) 2:25 Animated Classics 3:15 Geography & Samnar School 4:20 Mitti Sona 5:00 Aik Huma Labbaik 5:25 Serial 6:25 Aiou Courses 7:00 Serial 7:45 English News 7:50 Saach Much 8:15 UN Quiz Kadha 9:10 Dhanak & Headline News 10:00 Khabarnama & Commercial News & Khushal Pakistan 11:20 Do Sitaree 12:30 Dr Quin: Medicine Women 1:35 Khas Khas Khabrain/Close Down — [494, 1453, 647, 1767]
channel-listing: 6:00 Yeadon Ki Pal (B/W Songs) 6:30 Zee News & Business 7:00 Bhakti Songs 7:30 Jagran 8:00 Bajaj 8:30 Zara Haske Hai Zindegi 9:00 Zara Haske Filmi Chakkar 9:30 Disney Hour Cartoons 10:30 Ek Nazar 11:00 Chota Muh Aur Bari Baat 11:30 Chotu Cinema 12:00 Professor - Fyaarial 12:30 Khubsoorat 1:00 Adhikar 1:30 Naye Nazrane 2:00 Hum Paanch 2:30 Lakeeren 3:00 Raahat 3:30 Cinema Hits-HP Film: Yaana (Raj Kumar, Padmini) 6:30 Ek Nazar — [979, 1815, 1134, 1998]
paragraph: Committee members Fazle Rabbi, Latifur Rahman Khan, Barkatullah Bulu, Mohammad Shahabuddin and Begum Sagufta Yasmin attended the meeting. — [395, 380, 613, 433]
headline: 171 thanas brought under digital phone network — [420, 68, 587, 130]
bjmc-title1: International — [971, 783, 1125, 813]
santoor-right: catering — [1561, 1223, 1604, 1236]
sajna-addr: House # 10, South Avenue, Gulshan-1, Dhaka-1212 — [1275, 966, 1574, 980]
ifb-clause: The People's Republic of Bangladesh (GOB) has applied for a supplemental credit from the International Development Association (IDA Credit No 2791-1BD) towards the cost for River Bank Protection Project and intends to apply part of the credit to cover eligible payments under the contract for procurement of works as shown below. Bidding is open to "A" Class/Special Class contractors/firms of BWDB enlisted for 1999-2000 and from eligible source countries as defined in the guidelines under IBRD and IDA Credit. — [52, 715, 797, 779]
channel-title: CARTOON NETWORK — [1309, 1458, 1424, 1506]
channel-title: HOME TV — [1309, 1774, 1413, 1798]
message-name: The Message — [59, 220, 320, 273]
ifb-works-table — [27, 815, 797, 916]
ifb-ref: GD-1127 — [26, 1348, 69, 1361]
